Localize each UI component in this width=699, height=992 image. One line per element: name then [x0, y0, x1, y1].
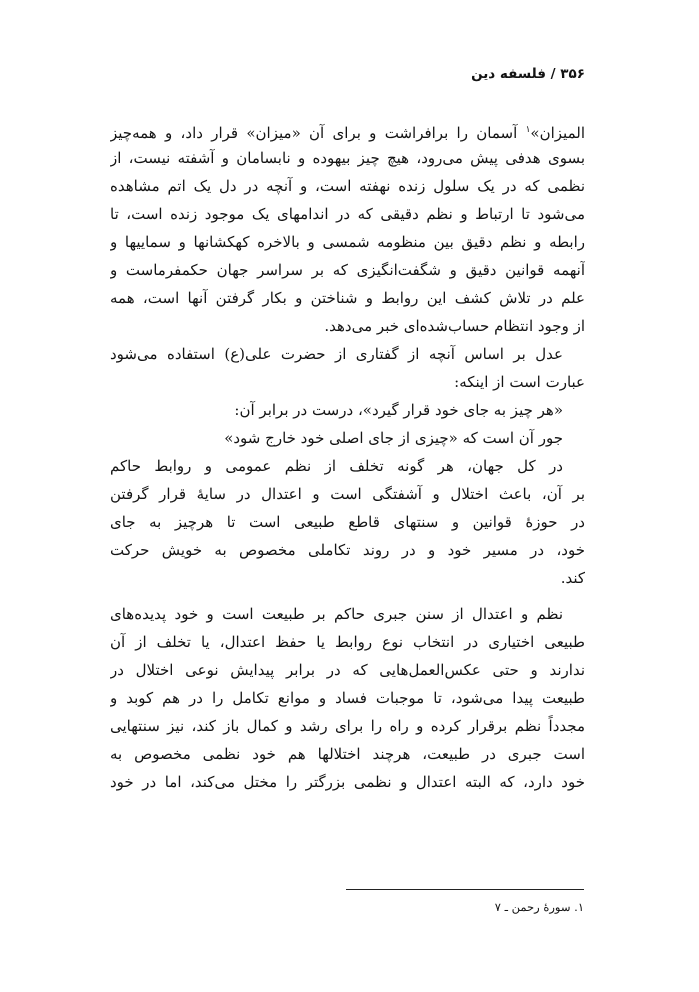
page-number: ۳۵۶ [560, 66, 585, 82]
text-line: طبیعت پیدا می‌شود، تا موجبات فساد و موانع تکامل را در هم کوبد و [110, 689, 585, 707]
running-header [471, 66, 585, 82]
text-line: خود، در مسیر خود و در روند تکاملی مخصوص به خویش حرکت [110, 541, 585, 559]
text-line: علم در تلاش کشف این روابط و شناختن و بکار گرفتن آنها است، همه [110, 289, 585, 307]
text-line: نظم و اعتدال از سنن جبری حاکم بر طبیعت است و خود پدیده‌های [110, 605, 563, 623]
text-line: المیزان»$^۱$ آسمان را برافراشت و برای آن «میزان» قرار داد، و همه‌چیز [110, 124, 585, 142]
text-line: بر آن، باعث اختلال و آشفتگی است و اعتدال در سایهٔ قرار گرفتن [110, 485, 585, 503]
text-line: در حوزهٔ قوانین و سنتهای قاطع طبیعی است تا هرچیز به جای [110, 513, 585, 531]
text-line: خود دارد، که البته اعتدال و نظمی بزرگتر را مختل می‌کند، اما در خود [110, 773, 585, 791]
text-line: می‌شود تا ارتباط و نظم دقیقی که در اندامهای یک موجود زنده است، تا [110, 205, 585, 223]
text-line: «هر چیز به جای خود قرار گیرد»، درست در برابر آن: [234, 401, 563, 419]
text-line: طبیعی اختیاری در انتخاب نوع روابط یا حفظ اعتدال، یا تخلف از آن [110, 633, 585, 651]
text-line: ندارند و حتی عکس‌العمل‌هایی که در برابر پیدایش نوعی اختلال در [110, 661, 585, 679]
text-line: کند. [560, 569, 585, 587]
text-line: عدل بر اساس آنچه از گفتاری از حضرت علی(ع) استفاده می‌شود [110, 345, 563, 363]
text-line: در کل جهان، هر گونه تخلف از نظم عمومی و روابط حاکم [110, 457, 563, 475]
text-line: رابطه و نظم دقیق بین منظومه شمسی و بالاخره کهکشانها و سماییها و [110, 233, 585, 251]
text-line: است جبری در طبیعت، هرچند اختلالها هم خود نظمی مخصوص به [110, 745, 585, 763]
header-separator: / [545, 66, 561, 82]
text-line: جور آن است که «چیزی از جای اصلی خود خارج شود» [224, 429, 563, 447]
footnote-divider [346, 889, 584, 890]
body-text [110, 116, 585, 796]
quote-fragment: المیزان» [530, 124, 585, 142]
footnote: ۱. سورهٔ رحمن ـ ۷ [494, 900, 584, 914]
text-line: بسوی هدفی پیش می‌رود، هیچ چیز بیهوده و نابسامان و آشفته نیست، از [110, 149, 585, 167]
text-line: آنهمه قوانین دقیق و شگفت‌انگیزی که بر سراسر جهان حکمفرماست و [110, 261, 585, 279]
text-line: مجدداً نظم برقرار کرده و راه را برای رشد و کمال باز کند، نیز سنتهایی [110, 717, 585, 735]
book-title: فلسفه دین [471, 66, 546, 82]
text-line: عبارت است از اینکه: [454, 373, 585, 391]
text-line: از وجود انتظام حساب‌شده‌ای خبر می‌دهد. [324, 317, 585, 335]
footnote-marker: ۱ [525, 125, 531, 135]
text-line: نظمی که در یک سلول زنده نهفته است، و آنچه در دل یک اتم مشاهده [110, 177, 585, 195]
